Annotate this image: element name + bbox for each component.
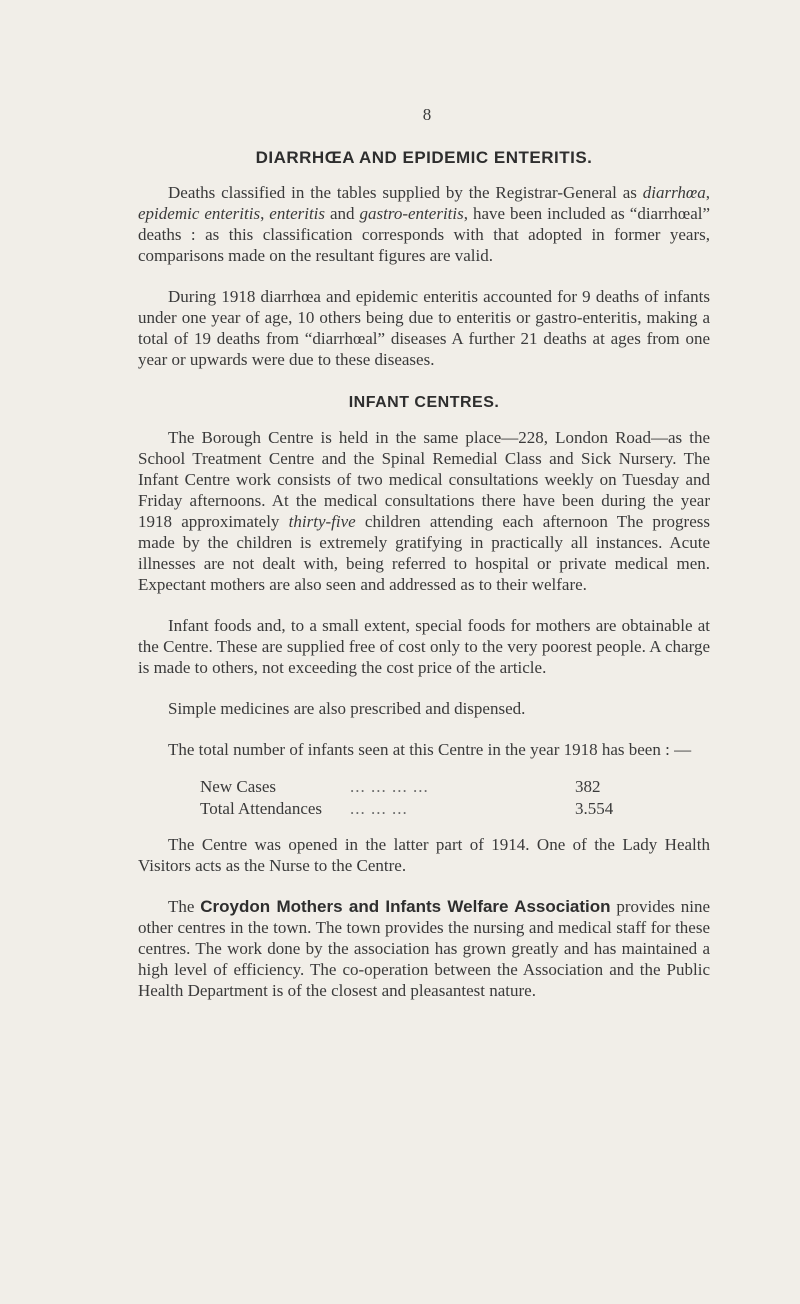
- text-run: The Borough Centre is held in the same place—228, London Road—as the School Treatment Centre and the Spinal Remedial Class and Sick Nursery. The Infant Centre work consists of two medical consultations weekly on Tuesday and Friday afternoons. At the medical consultations there have been during the year 1918 approximately: [138, 428, 710, 531]
- paragraph-infant-foods: Infant foods and, to a small extent, special foods for mothers are obtainable at the Centre. These are supplied free of cost only to the very poorest people. A charge is made to others, not exceeding the cost price of the article.: [138, 616, 710, 677]
- paragraph-deaths-1918: During 1918 diarrhœa and epidemic enteritis accounted for 9 deaths of infants under one year of age, 10 others being due to enteritis or gastro-enteritis, making a total of 19 deaths from “diarrhœal” diseases A further 21 deaths at ages from one year or upwards were due to these diseases.: [138, 287, 710, 369]
- page-number: 8: [422, 105, 432, 124]
- term-enteritis: enteritis: [269, 204, 326, 223]
- term-diarrhoea: diarrhœa: [642, 183, 706, 202]
- paragraph-total-infants: The total number of infants seen at this Centre in the year 1918 has been : —: [168, 740, 692, 759]
- stat-value: 382: [575, 777, 601, 796]
- text-run: provides nine other centres in the town. The town provides the nursing and medical staff for these centres. The work done by the association has grown greatly and has maintained a high level of efficiency. The co-operation between the Association and the Public Health Department is of the closest and pleasantest nature.: [138, 897, 710, 1000]
- text-run: and: [325, 204, 360, 223]
- term-epidemic-enteritis: epidemic enteritis: [138, 204, 261, 223]
- association-name: Croydon Mothers and Infants Welfare Association: [200, 897, 611, 916]
- text-run: Deaths classified in the tables supplied by the Registrar-General as: [168, 183, 643, 202]
- paragraph-centre-opened: The Centre was opened in the latter part of 1914. One of the Lady Health Visitors acts as the Nurse to the Centre.: [138, 835, 710, 875]
- stat-label: Total Attendances: [200, 799, 323, 818]
- stat-value: 3.554: [575, 799, 614, 818]
- stats-table: [138, 776, 710, 820]
- stat-label: New Cases: [200, 777, 277, 796]
- text-run: The: [168, 897, 201, 916]
- text-run: ,: [260, 204, 270, 223]
- emphasis-thirty-five: thirty-five: [288, 512, 356, 531]
- stat-leader-dots: ... ... ...: [350, 799, 408, 818]
- section-heading-diarrhoea: DIARRHŒA AND EPIDEMIC ENTERITIS.: [255, 148, 593, 167]
- page-content: [138, 104, 710, 1001]
- stat-leader-dots: ... ... ... ...: [350, 777, 429, 796]
- paragraph-welfare-association: [138, 896, 710, 1001]
- paragraph-classification: [138, 182, 710, 266]
- text-run: ,: [705, 183, 710, 202]
- text-run: , have been included as “diarrhœal” deaths : as this classification corresponds with that adopted in former years, comparisons made on the resultant figures are valid.: [138, 204, 711, 265]
- section-heading-infant-centres: INFANT CENTRES.: [348, 394, 500, 411]
- paragraph-borough-centre: [138, 427, 710, 595]
- stat-row-new-cases: [200, 776, 710, 798]
- stat-row-total-attendances: [200, 798, 710, 820]
- text-run: children attending each afternoon The progress made by the children is extremely gratifying in practically all instances. Acute illnesses are not dealt with, being referred to hospital or private medical men. Expectant mothers are also seen and addressed as to their welfare.: [138, 512, 710, 594]
- term-gastro-enteritis: gastro-enteritis: [359, 204, 464, 223]
- paragraph-medicines: Simple medicines are also prescribed and dispensed.: [168, 699, 526, 718]
